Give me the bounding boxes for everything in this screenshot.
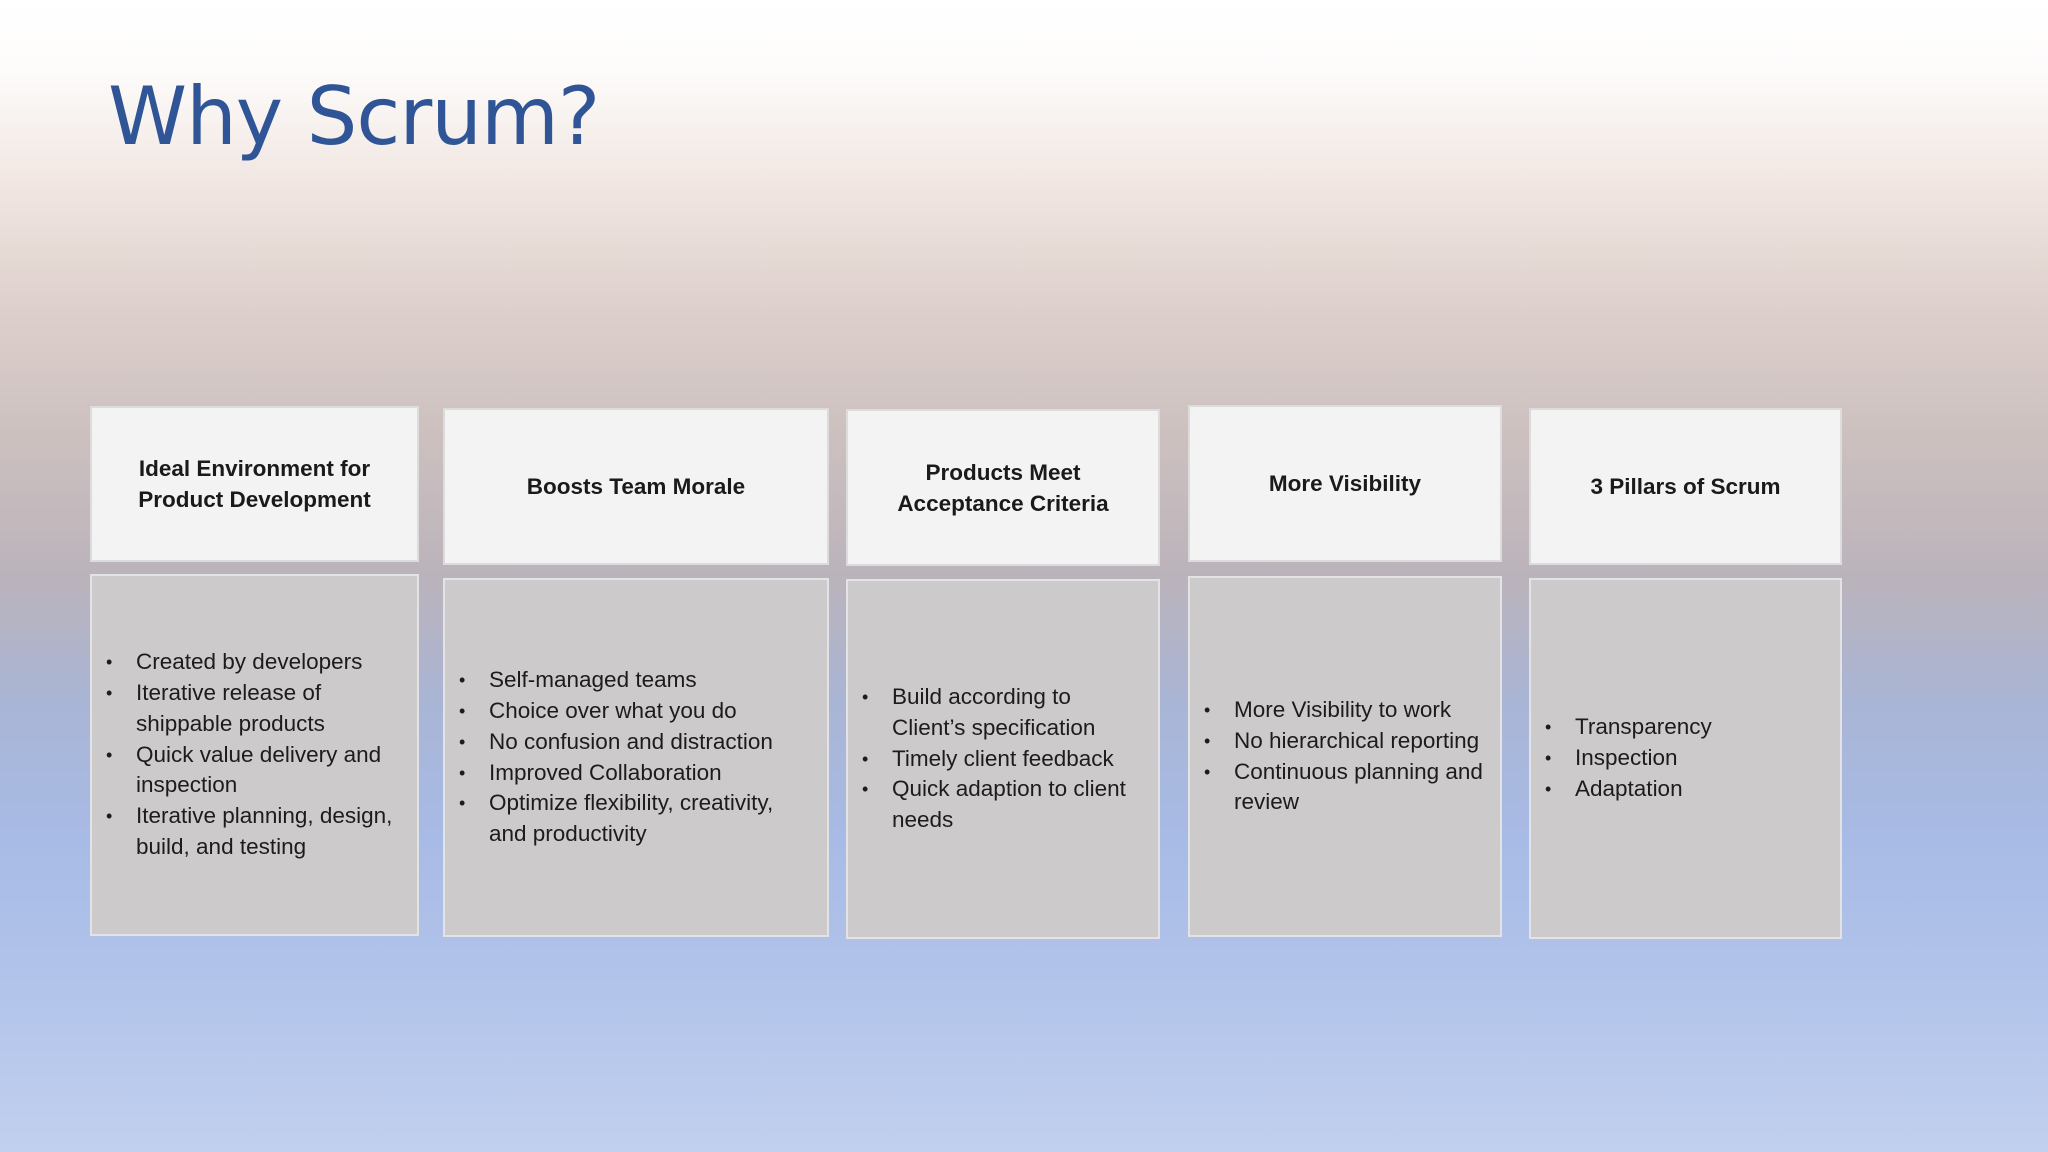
bullet-icon: •: [106, 683, 113, 703]
bullet-list: [1204, 695, 1490, 818]
list-item: • Quick value delivery and inspection: [106, 741, 382, 798]
list-item: • Adaptation: [1545, 774, 1830, 805]
slide-title: Why Scrum?: [108, 70, 600, 163]
list-item: • Quick adaption to client needs: [862, 776, 1126, 833]
list-item: • Inspection: [1545, 743, 1830, 774]
card-body-ideal-environment: [90, 574, 419, 936]
bullet-list: [459, 665, 815, 850]
bullet-icon: •: [1545, 778, 1552, 799]
bullet-icon: •: [1204, 699, 1211, 720]
list-item: • Continuous planning and review: [1204, 758, 1483, 815]
list-item: • Optimize flexibility, creativity, and productivity: [459, 790, 774, 847]
bullet-icon: •: [862, 687, 869, 707]
list-item: • Self-managed teams: [459, 665, 815, 696]
card-header-acceptance-criteria: Products Meet Acceptance Criteria: [846, 409, 1160, 566]
card-header-ideal-environment: Ideal Environment for Product Development: [90, 406, 419, 562]
list-item: • Timely client feedback: [862, 744, 1148, 775]
bullet-icon: •: [1545, 717, 1552, 738]
bullet-icon: •: [106, 806, 113, 827]
bullet-icon: •: [459, 762, 466, 783]
list-item: • Iterative release of shippable products: [106, 680, 325, 736]
bullet-icon: •: [459, 731, 466, 752]
card-body-more-visibility: [1188, 576, 1502, 937]
bullet-icon: •: [1204, 730, 1211, 751]
list-item: • More Visibility to work: [1204, 695, 1490, 726]
card-header-more-visibility: More Visibility: [1188, 405, 1502, 562]
card-body-three-pillars: [1529, 578, 1842, 939]
bullet-icon: •: [106, 744, 113, 765]
bullet-icon: •: [459, 793, 466, 814]
list-item: • No confusion and distraction: [459, 727, 815, 758]
card-body-acceptance-criteria: [846, 579, 1160, 939]
list-item: • Iterative planning, design, build, and testing: [106, 803, 393, 859]
list-item: • Improved Collaboration: [459, 758, 815, 789]
list-item: • Transparency: [1545, 712, 1830, 743]
card-header-three-pillars: 3 Pillars of Scrum: [1529, 408, 1842, 565]
list-item: • No hierarchical reporting: [1204, 726, 1490, 757]
bullet-icon: •: [459, 670, 466, 691]
bullet-icon: •: [106, 652, 113, 673]
bullet-list: [106, 647, 405, 863]
card-header-team-morale: Boosts Team Morale: [443, 408, 829, 565]
list-item: • Choice over what you do: [459, 696, 815, 727]
list-item: • Build according to Client’s specification: [862, 684, 1096, 740]
bullet-icon: •: [1545, 748, 1552, 769]
bullet-icon: •: [459, 700, 466, 721]
list-item: • Created by developers: [106, 647, 405, 678]
bullet-icon: •: [1204, 761, 1211, 782]
bullet-list: [1545, 712, 1830, 804]
bullet-icon: •: [862, 748, 869, 769]
bullet-list: [862, 682, 1148, 836]
bullet-icon: •: [862, 779, 869, 800]
card-body-team-morale: [443, 578, 829, 937]
